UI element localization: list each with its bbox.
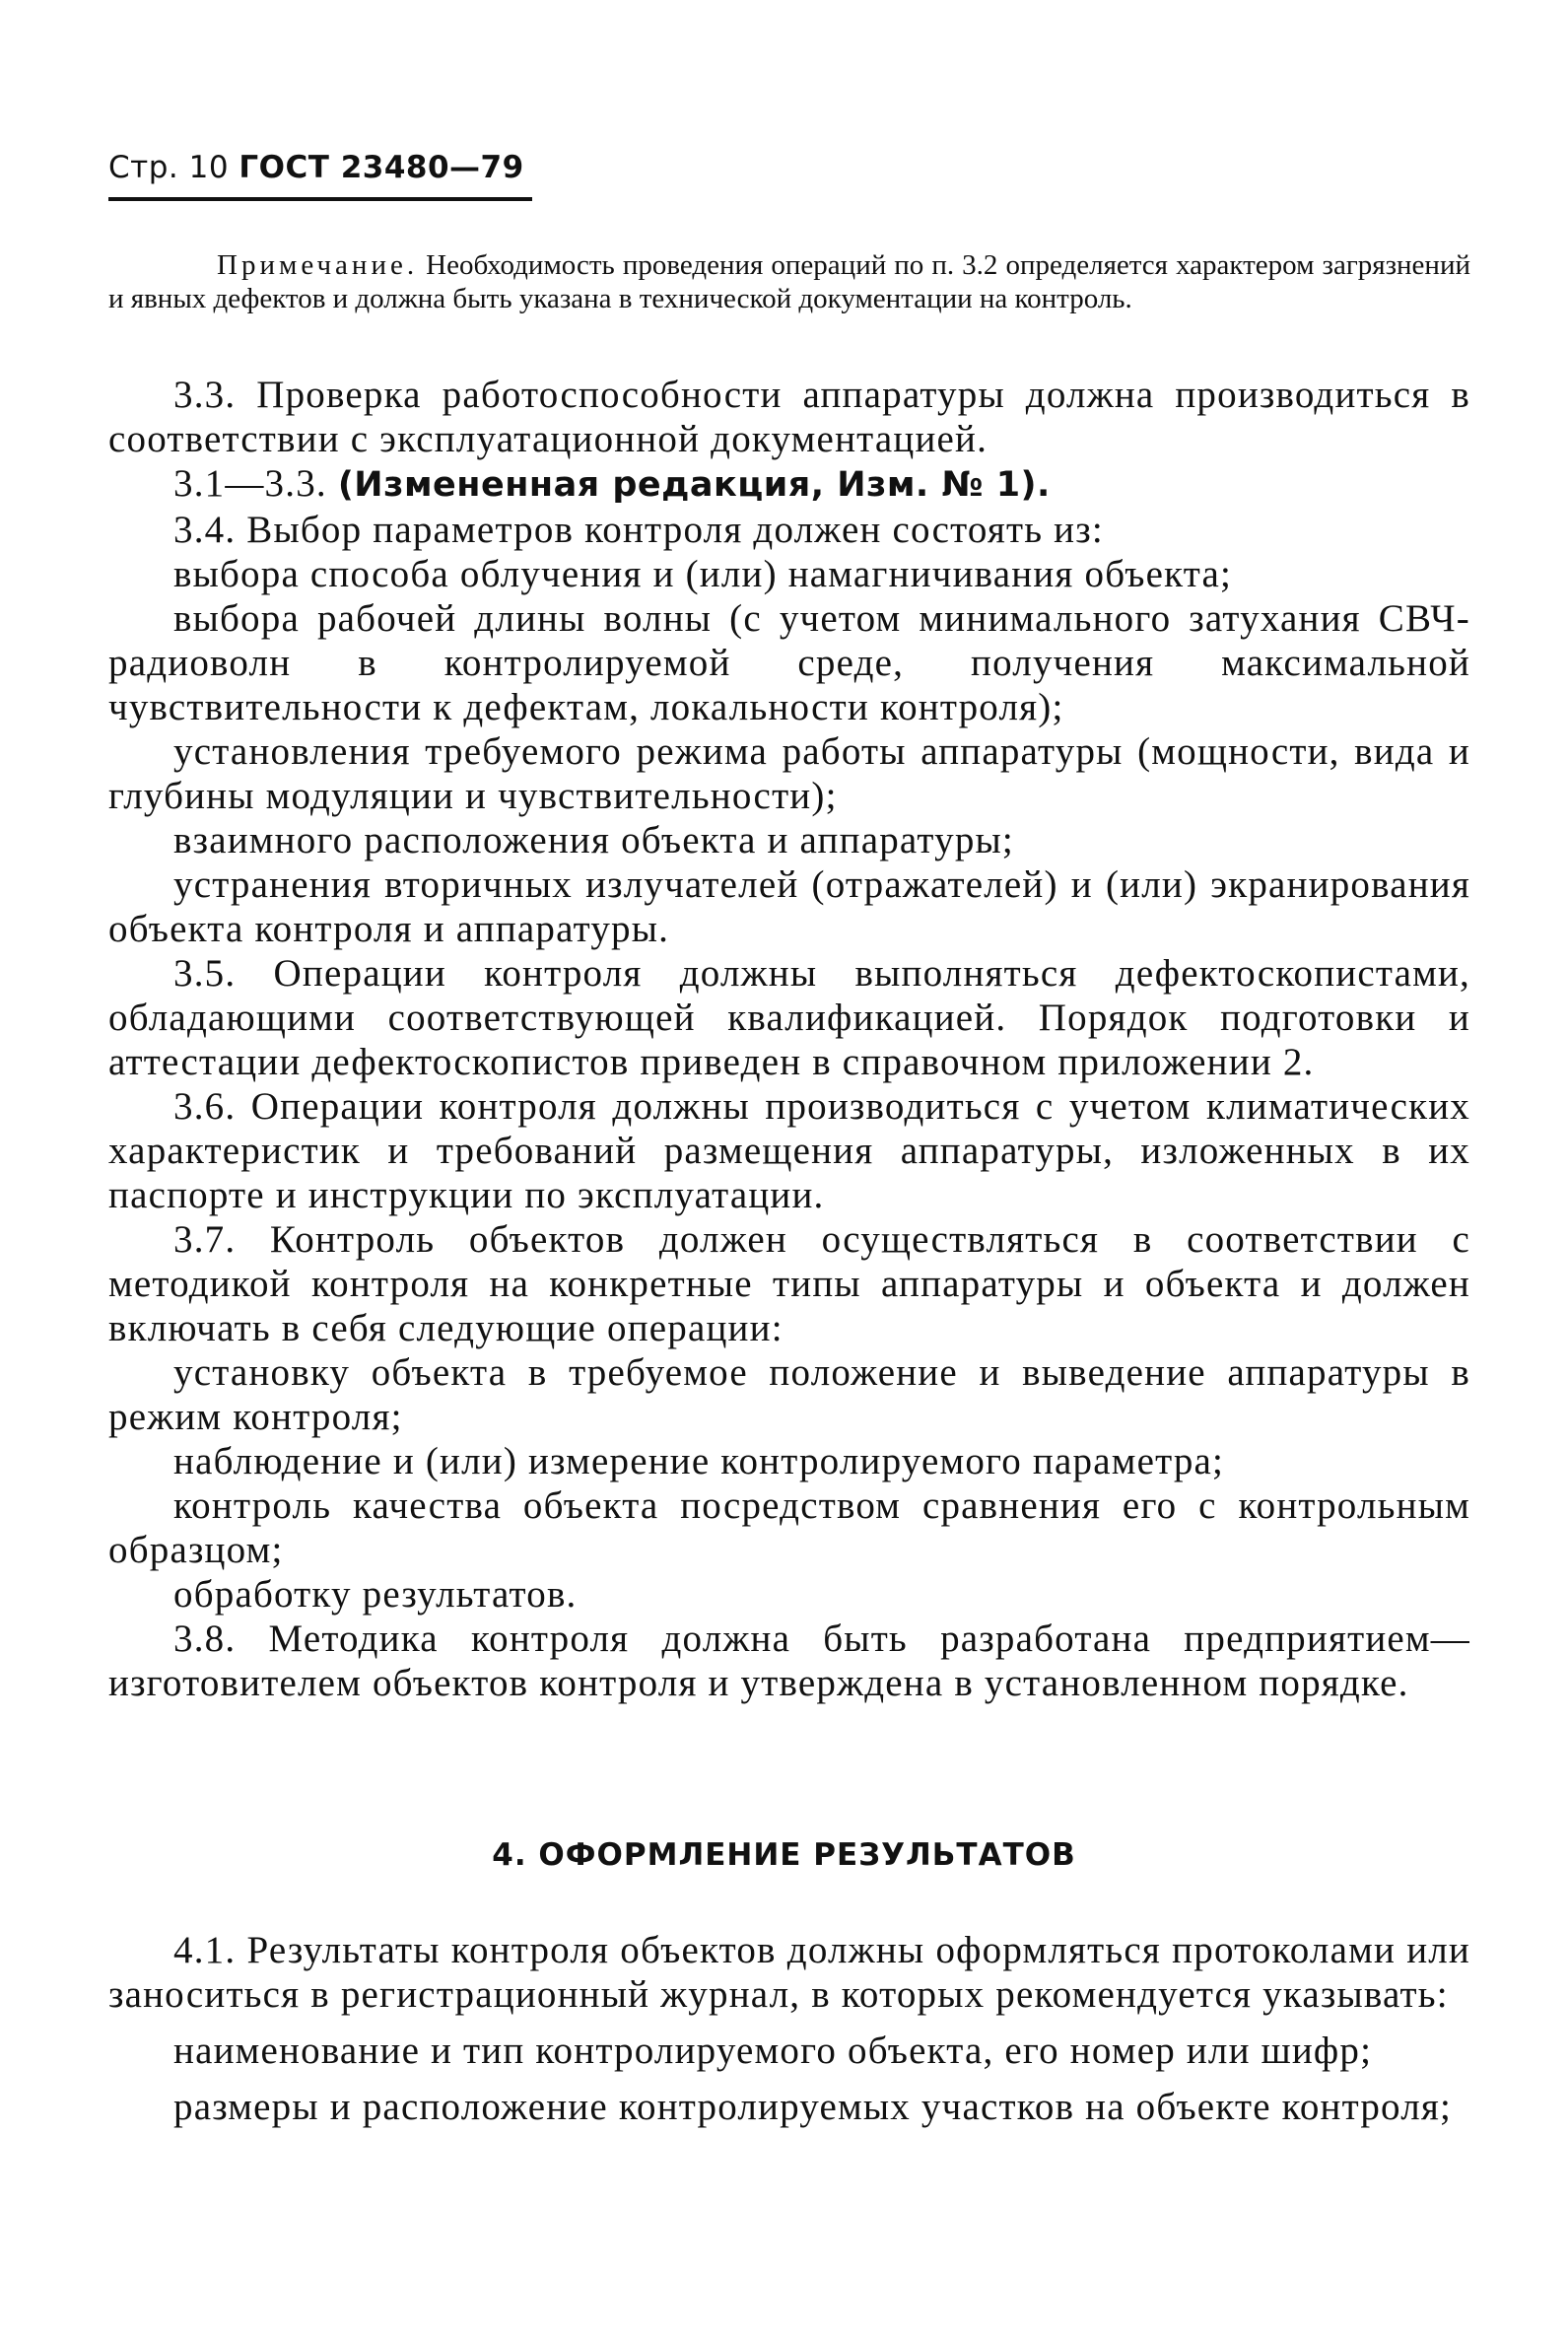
section-title: 4. ОФОРМЛЕНИЕ РЕЗУЛЬТАТОВ	[492, 1837, 1076, 1873]
paragraph-3-6: 3.6. Операции контроля должны производиться с учетом климатических характеристик и требований размещения аппаратуры, изложенных в их паспорте и инструкции по эксплуатации.	[108, 1085, 1470, 1216]
paragraph-3-8: 3.8. Методика контроля должна быть разработана предприятием—изготовителем объектов контроля и утверждена в установленном порядке.	[108, 1617, 1470, 1704]
header-rule	[108, 197, 532, 201]
spacer	[108, 2017, 1470, 2029]
list-item: выбора рабочей длины волны (с учетом минимального затухания СВЧ-радиоволн в контролируемой среде, получения максимальной чувствительности к дефектам, локальности контроля);	[108, 597, 1470, 728]
note-block	[108, 248, 1470, 315]
list-item: контроль качества объекта посредством сравнения его с контрольным образцом;	[108, 1484, 1470, 1571]
list-item: выбора способа облучения и (или) намагничивания объекта;	[173, 553, 1233, 595]
note-label: Примечание.	[217, 249, 419, 281]
paragraph-4-1: 4.1. Результаты контроля объектов должны оформляться протоколами или заноситься в регистрационный журнал, в которых рекомендуется указывать:	[108, 1929, 1470, 2016]
paragraph-3-4: 3.4. Выбор параметров контроля должен состоять из:	[173, 509, 1104, 551]
paragraph-revision	[108, 461, 1470, 508]
spacer	[108, 2073, 1470, 2085]
paragraph-3-7: 3.7. Контроль объектов должен осуществляться в соответствии с методикой контроля на конкретные типы аппаратуры и объекта и должен включать в себя следующие операции:	[108, 1218, 1470, 1349]
paragraph-3-5: 3.5. Операции контроля должны выполняться дефектоскопистами, обладающими соответствующей квалификацией. Порядок подготовки и аттестации дефектоскопистов приведен в справочном приложении 2.	[108, 952, 1470, 1083]
list-item: наблюдение и (или) измерение контролируемого параметра;	[173, 1440, 1225, 1482]
list-item: установку объекта в требуемое положение и выведение аппаратуры в режим контроля;	[108, 1351, 1470, 1438]
list-item: размеры и расположение контролируемых участков на объекте контроля;	[173, 2086, 1453, 2128]
list-item: наименование и тип контролируемого объекта, его номер или шифр;	[173, 2030, 1373, 2072]
page-header	[108, 148, 524, 187]
revision-note: (Измененная редакция, Изм. № 1).	[337, 465, 1051, 505]
section4-body	[108, 1928, 1470, 2129]
list-item: обработку результатов.	[173, 1573, 578, 1616]
revision-range: 3.1—3.3.	[173, 462, 338, 505]
section3-body	[108, 373, 1470, 1705]
list-item: устранения вторичных излучателей (отражателей) и (или) экранирования объекта контроля и аппаратуры.	[108, 863, 1470, 950]
note-text: Необходимость проведения операций по п. 3.2 определяется характером загрязнений и явных дефектов и должна быть указана в технической документации на контроль.	[108, 249, 1470, 314]
list-item: установления требуемого режима работы аппаратуры (мощности, вида и глубины модуляции и чувствительности);	[108, 730, 1470, 817]
list-item: взаимного расположения объекта и аппаратуры;	[173, 819, 1014, 861]
page-number: Стр. 10	[108, 150, 230, 185]
paragraph-3-3: 3.3. Проверка работоспособности аппаратуры должна производиться в соответствии с эксплуатационной документацией.	[108, 374, 1470, 460]
standard-code: ГОСТ 23480—79	[239, 150, 524, 185]
